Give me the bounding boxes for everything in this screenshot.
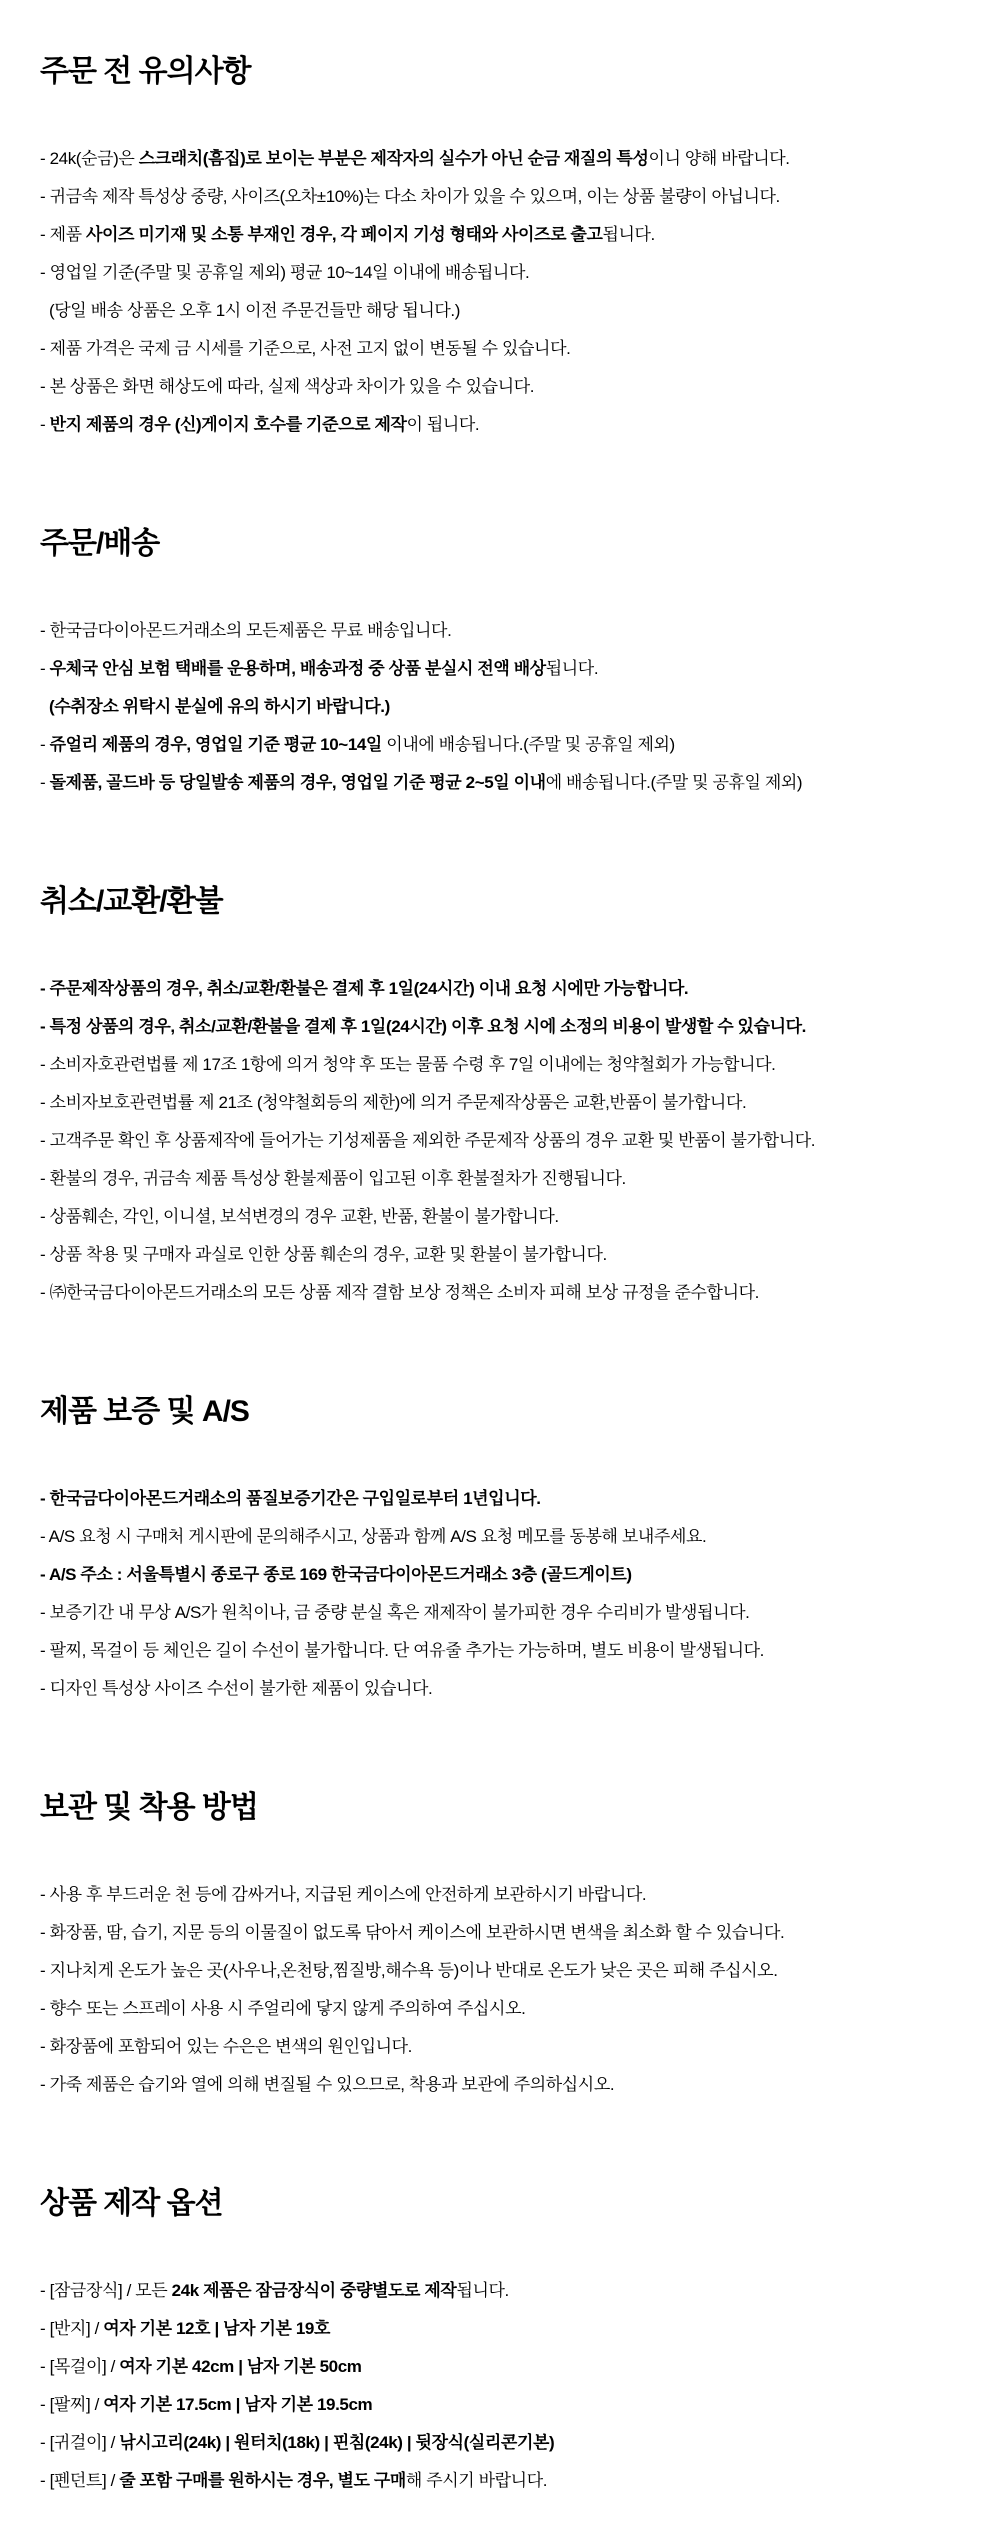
- notice-text-segment: 됩니다.: [602, 225, 655, 244]
- notice-text-segment: 사이즈 미기재 및 소통 부재인 경우, 각 페이지 기성 형태와 사이즈로 출고: [85, 225, 603, 244]
- notice-item: [40, 1084, 960, 1122]
- notice-list: [40, 970, 960, 1312]
- notice-section-5: [40, 1786, 960, 2104]
- section-heading: 주문 전 유의사항: [40, 55, 251, 88]
- notice-item: [40, 1198, 960, 1236]
- notice-text-segment: 줄 포함 구매를 원하시는 경우, 별도 구매: [119, 2471, 406, 2490]
- notice-item: [40, 1556, 960, 1594]
- notice-item: [40, 1990, 960, 2028]
- notice-text-segment: - 한국금다이아몬드거래소의 품질보증기간은 구입일로부터 1년입니다.: [40, 1489, 541, 1508]
- notice-item: [40, 216, 960, 254]
- notice-text-segment: - 소비자호관련법률 제 17조 1항에 의거 청약 후 또는 물품 수령 후 7일 이내에는 청약철회가 가능합니다.: [40, 1055, 776, 1074]
- notice-text-segment: - 제품: [40, 225, 86, 244]
- notice-item: [40, 406, 960, 444]
- notice-text-segment: - 가죽 제품은 습기와 열에 의해 변질될 수 있으므로, 착용과 보관에 주의하십시오.: [40, 2075, 615, 2094]
- notice-text-segment: -: [40, 773, 50, 792]
- notice-item: [40, 1594, 960, 1632]
- notice-text-segment: 여자 기본 42cm | 남자 기본 50cm: [119, 2357, 362, 2376]
- notice-text-segment: - [반지] /: [40, 2319, 104, 2338]
- notice-item: [40, 726, 960, 764]
- notice-text-segment: 24k 제품은 잠금장식이 중량별도로 제작: [171, 2281, 457, 2300]
- notice-text-segment: 여자 기본 12호 | 남자 기본 19호: [103, 2319, 330, 2338]
- notice-list: [40, 1480, 960, 1708]
- section-heading: 주문/배송: [40, 527, 160, 560]
- notice-item: [40, 368, 960, 406]
- notice-text-segment: 됩니다.: [545, 659, 599, 678]
- notice-item: [40, 1518, 960, 1556]
- notice-text-segment: - 상품훼손, 각인, 이니셜, 보석변경의 경우 교환, 반품, 환불이 불가합니다.: [40, 1207, 559, 1226]
- notice-text-segment: - ㈜한국금다이아몬드거래소의 모든 상품 제작 결함 보상 정책은 소비자 피해 보상 규정을 준수합니다.: [40, 1283, 759, 1302]
- notice-list: [40, 1876, 960, 2104]
- notice-text-segment: - [펜던트] /: [40, 2471, 120, 2490]
- notice-text-segment: 이내에 배송됩니다.(주말 및 공휴일 제외): [381, 735, 675, 754]
- notice-text-segment: - 주문제작상품의 경우, 취소/교환/환불은 결제 후 1일(24시간) 이내 요청 시에만 가능합니다.: [40, 979, 689, 998]
- section-heading: 보관 및 착용 방법: [40, 1791, 258, 1824]
- notice-item: [40, 612, 960, 650]
- notice-text-segment: 반지 제품의 경우 (신)게이지 호수를 기준으로 제작: [49, 415, 407, 434]
- notice-item: [40, 1876, 960, 1914]
- notice-text-segment: - 사용 후 부드러운 천 등에 감싸거나, 지급된 케이스에 안전하게 보관하시기 바랍니다.: [40, 1885, 647, 1904]
- notice-text-segment: - 향수 또는 스프레이 사용 시 주얼리에 닿지 않게 주의하여 주십시오.: [40, 1999, 526, 2018]
- notice-item: [40, 2462, 960, 2500]
- notice-text-segment: - 고객주문 확인 후 상품제작에 들어가는 기성제품을 제외한 주문제작 상품의 경우 교환 및 반품이 불가합니다.: [40, 1131, 816, 1150]
- notice-item: [40, 1480, 960, 1518]
- notice-section-6: [40, 2182, 960, 2500]
- notice-list: [40, 612, 960, 802]
- notice-text-segment: (당일 배송 상품은 오후 1시 이전 주문건들만 해당 됩니다.): [49, 301, 460, 320]
- notice-text-segment: 이 됩니다.: [406, 415, 480, 434]
- section-heading: 제품 보증 및 A/S: [40, 1395, 249, 1428]
- notice-text-segment: - 한국금다이아몬드거래소의 모든제품은 무료 배송입니다.: [40, 621, 452, 640]
- notice-text-segment: 됩니다.: [456, 2281, 509, 2300]
- notice-item: [40, 1122, 960, 1160]
- notice-text-segment: - 화장품에 포함되어 있는 수은은 변색의 원인입니다.: [40, 2037, 412, 2056]
- notice-text-segment: - 보증기간 내 무상 A/S가 원칙이나, 금 중량 분실 혹은 재제작이 불가피한 경우 수리비가 발생됩니다.: [40, 1603, 750, 1622]
- notice-item: [40, 178, 960, 216]
- notice-text-segment: - 영업일 기준(주말 및 공휴일 제외) 평균 10~14일 이내에 배송됩니다.: [40, 263, 530, 282]
- notice-item: [40, 2066, 960, 2104]
- notice-item: [40, 1008, 960, 1046]
- notice-item: [40, 2272, 960, 2310]
- notice-section-2: [40, 522, 960, 802]
- notice-item: [40, 2028, 960, 2066]
- notice-text-segment: 낚시고리(24k) | 원터치(18k) | 핀침(24k) | 뒷장식(실리콘기본): [119, 2433, 555, 2452]
- notice-text-segment: (수취장소 위탁시 분실에 유의 하시기 바랍니다.): [49, 697, 390, 716]
- notice-item: [40, 1160, 960, 1198]
- notice-text-segment: - [잠금장식] / 모든: [40, 2281, 172, 2300]
- notice-item: [40, 292, 960, 330]
- notice-text-segment: - 소비자보호관련법률 제 21조 (청약철회등의 제한)에 의거 주문제작상품은 교환,반품이 불가합니다.: [40, 1093, 747, 1112]
- notice-text-segment: - [귀걸이] /: [40, 2433, 120, 2452]
- notice-text-segment: 우체국 안심 보험 택배를 운용하며, 배송과정 중 상품 분실시 전액 배상: [49, 659, 546, 678]
- notice-sections: [40, 50, 960, 2500]
- notice-section-4: [40, 1390, 960, 1708]
- notice-item: [40, 1914, 960, 1952]
- notice-text-segment: - 환불의 경우, 귀금속 제품 특성상 환불제품이 입고된 이후 환불절차가 진행됩니다.: [40, 1169, 626, 1188]
- section-heading: 취소/교환/환불: [40, 885, 223, 918]
- notice-section-3: [40, 880, 960, 1312]
- notice-item: [40, 1670, 960, 1708]
- notice-text-segment: - 지나치게 온도가 높은 곳(사우나,온천탕,찜질방,해수욕 등)이나 반대로 온도가 낮은 곳은 피해 주십시오.: [40, 1961, 778, 1980]
- notice-text-segment: 여자 기본 17.5cm | 남자 기본 19.5cm: [103, 2395, 373, 2414]
- notice-item: [40, 1046, 960, 1084]
- notice-text-segment: -: [40, 735, 50, 754]
- notice-text-segment: 쥬얼리 제품의 경우, 영업일 기준 평균 10~14일: [49, 735, 382, 754]
- notice-item: [40, 2424, 960, 2462]
- notice-text-segment: - 상품 착용 및 구매자 과실로 인한 상품 훼손의 경우, 교환 및 환불이 불가합니다.: [40, 1245, 607, 1264]
- notice-list: [40, 2272, 960, 2500]
- notice-text-segment: - 24k(순금)은: [40, 149, 139, 168]
- notice-item: [40, 1632, 960, 1670]
- notice-item: [40, 254, 960, 292]
- notice-text-segment: 이니 양해 바랍니다.: [648, 149, 790, 168]
- notice-text-segment: - 특정 상품의 경우, 취소/교환/환불을 결제 후 1일(24시간) 이후 요청 시에 소정의 비용이 발생할 수 있습니다.: [40, 1017, 806, 1036]
- notice-text-segment: -: [40, 659, 50, 678]
- notice-text-segment: 스크래치(흠집)로 보이는 부분은 제작자의 실수가 아닌 순금 재질의 특성: [138, 149, 649, 168]
- notice-item: [40, 1236, 960, 1274]
- notice-text-segment: - A/S 주소 : 서울특별시 종로구 종로 169 한국금다이아몬드거래소 3층 (골드게이트): [40, 1565, 632, 1584]
- notice-text-segment: - 디자인 특성상 사이즈 수선이 불가한 제품이 있습니다.: [40, 1679, 433, 1698]
- notice-item: [40, 764, 960, 802]
- notice-item: [40, 330, 960, 368]
- notice-text-segment: -: [40, 415, 50, 434]
- notice-item: [40, 650, 960, 688]
- notice-item: [40, 2348, 960, 2386]
- notice-item: [40, 688, 960, 726]
- notice-text-segment: - 팔찌, 목걸이 등 체인은 길이 수선이 불가합니다. 단 여유줄 추가는 가능하며, 별도 비용이 발생됩니다.: [40, 1641, 764, 1660]
- notice-text-segment: - 귀금속 제작 특성상 중량, 사이즈(오차±10%)는 다소 차이가 있을 수 있으며, 이는 상품 불량이 아닙니다.: [40, 187, 780, 206]
- notice-section-1: [40, 50, 960, 444]
- notice-text-segment: - [팔찌] /: [40, 2395, 104, 2414]
- notice-item: [40, 2386, 960, 2424]
- notice-text-segment: 해 주시기 바랍니다.: [405, 2471, 548, 2490]
- notice-text-segment: - 본 상품은 화면 해상도에 따라, 실제 색상과 차이가 있을 수 있습니다.: [40, 377, 535, 396]
- notice-text-segment: 에 배송됩니다.(주말 및 공휴일 제외): [545, 773, 803, 792]
- notice-item: [40, 1952, 960, 1990]
- notice-item: [40, 970, 960, 1008]
- notice-list: [40, 140, 960, 444]
- notice-text-segment: - A/S 요청 시 구매처 게시판에 문의해주시고, 상품과 함께 A/S 요청 메모를 동봉해 보내주세요.: [40, 1527, 707, 1546]
- notice-item: [40, 140, 960, 178]
- notice-text-segment: - [목걸이] /: [40, 2357, 120, 2376]
- section-heading: 상품 제작 옵션: [40, 2187, 223, 2220]
- notice-text-segment: 돌제품, 골드바 등 당일발송 제품의 경우, 영업일 기준 평균 2~5일 이내: [49, 773, 546, 792]
- notice-text-segment: - 제품 가격은 국제 금 시세를 기준으로, 사전 고지 없이 변동될 수 있습니다.: [40, 339, 571, 358]
- notice-item: [40, 2310, 960, 2348]
- notice-text-segment: - 화장품, 땀, 습기, 지문 등의 이물질이 없도록 닦아서 케이스에 보관하시면 변색을 최소화 할 수 있습니다.: [40, 1923, 785, 1942]
- notice-item: [40, 1274, 960, 1312]
